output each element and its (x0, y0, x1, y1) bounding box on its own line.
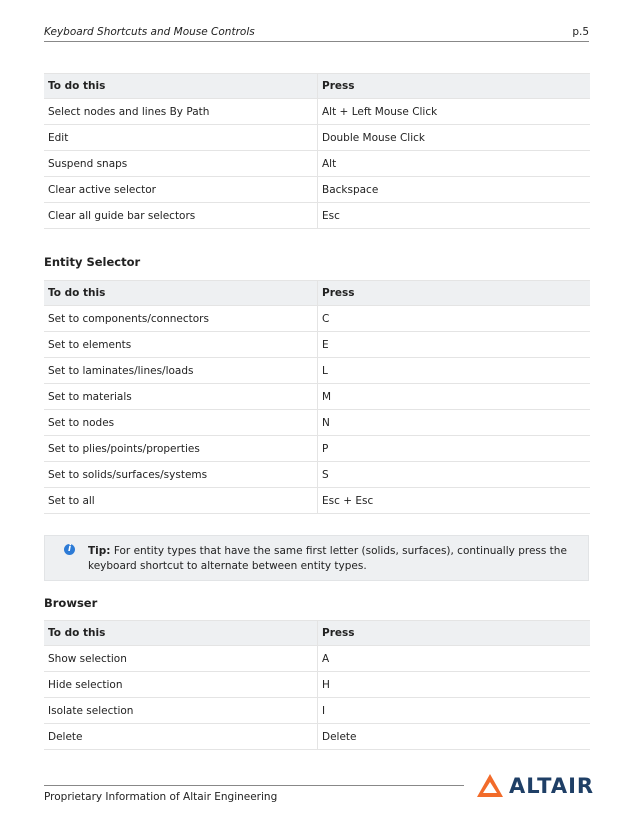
tip-body: For entity types that have the same first letter (solids, surfaces), continually press the keyboard shortcut to alternate between entity types. (88, 545, 567, 572)
action-cell: Isolate selection (44, 698, 318, 724)
key-cell: N (318, 410, 591, 436)
action-cell: Edit (44, 125, 318, 151)
table-header-row (44, 74, 590, 99)
shortcuts-table-general (44, 73, 590, 229)
column-header: Press (318, 281, 591, 306)
key-cell: E (318, 332, 591, 358)
action-cell: Hide selection (44, 672, 318, 698)
table-row (44, 332, 590, 358)
tip-callout (44, 535, 589, 581)
table-row (44, 672, 590, 698)
table-row (44, 724, 590, 750)
action-cell: Set to materials (44, 384, 318, 410)
table-row (44, 646, 590, 672)
table-row (44, 462, 590, 488)
table-row (44, 436, 590, 462)
key-cell: Backspace (318, 177, 591, 203)
action-cell: Set to components/connectors (44, 306, 318, 332)
logo-wordmark: ALTAIR (509, 774, 595, 798)
column-header: To do this (44, 281, 318, 306)
action-cell: Delete (44, 724, 318, 750)
table-row (44, 151, 590, 177)
action-cell: Suspend snaps (44, 151, 318, 177)
key-cell: S (318, 462, 591, 488)
action-cell: Set to nodes (44, 410, 318, 436)
info-icon: i (64, 544, 75, 555)
column-header: To do this (44, 74, 318, 99)
action-cell: Set to plies/points/properties (44, 436, 318, 462)
key-cell: L (318, 358, 591, 384)
table-row (44, 358, 590, 384)
action-cell: Set to all (44, 488, 318, 514)
key-cell: Esc (318, 203, 591, 229)
footer-text: Proprietary Information of Altair Engineering (44, 791, 278, 803)
page-header (44, 26, 589, 42)
action-cell: Set to solids/surfaces/systems (44, 462, 318, 488)
key-cell: M (318, 384, 591, 410)
action-cell: Show selection (44, 646, 318, 672)
table-row (44, 99, 590, 125)
document-title: Keyboard Shortcuts and Mouse Controls (44, 26, 255, 38)
column-header: Press (318, 74, 591, 99)
key-cell: P (318, 436, 591, 462)
key-cell: Esc + Esc (318, 488, 591, 514)
key-cell: I (318, 698, 591, 724)
table-row (44, 125, 590, 151)
key-cell: Delete (318, 724, 591, 750)
key-cell: C (318, 306, 591, 332)
table-row (44, 384, 590, 410)
key-cell: Alt + Left Mouse Click (318, 99, 591, 125)
shortcuts-table-browser (44, 620, 590, 750)
shortcuts-table-entity-selector (44, 280, 590, 514)
footer-divider (44, 785, 464, 786)
table-row (44, 698, 590, 724)
section-heading-browser: Browser (44, 596, 98, 610)
tip-label: Tip: (88, 545, 111, 557)
table-row (44, 488, 590, 514)
key-cell: H (318, 672, 591, 698)
action-cell: Select nodes and lines By Path (44, 99, 318, 125)
action-cell: Set to laminates/lines/loads (44, 358, 318, 384)
key-cell: Alt (318, 151, 591, 177)
section-heading-entity-selector: Entity Selector (44, 255, 141, 269)
table-header-row (44, 281, 590, 306)
action-cell: Clear active selector (44, 177, 318, 203)
table-header-row (44, 621, 590, 646)
key-cell: Double Mouse Click (318, 125, 591, 151)
table-row (44, 177, 590, 203)
table-row (44, 203, 590, 229)
altair-logo-mark-icon (476, 773, 504, 799)
column-header: To do this (44, 621, 318, 646)
table-row (44, 306, 590, 332)
table-row (44, 410, 590, 436)
key-cell: A (318, 646, 591, 672)
page-number: p.5 (572, 26, 589, 38)
altair-logo (476, 773, 595, 799)
action-cell: Clear all guide bar selectors (44, 203, 318, 229)
tip-text-block (88, 544, 583, 574)
column-header: Press (318, 621, 591, 646)
action-cell: Set to elements (44, 332, 318, 358)
